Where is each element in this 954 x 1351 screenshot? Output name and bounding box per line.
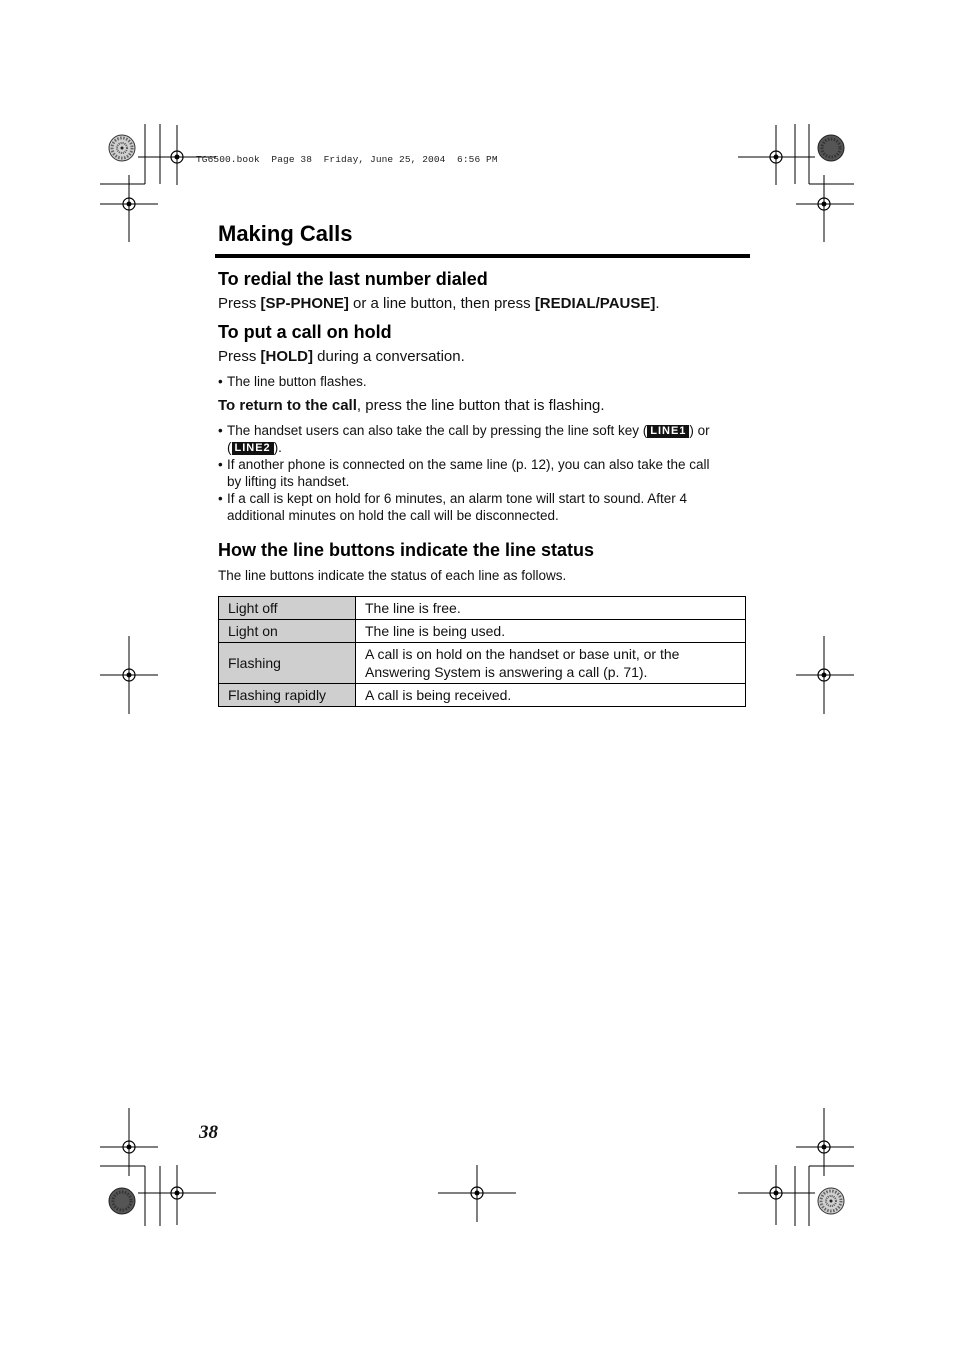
status-intro: The line buttons indicate the status of each line as follows. (218, 568, 567, 583)
text: by lifting its handset. (227, 474, 350, 489)
text: ). (273, 440, 282, 455)
hold-key: [HOLD] (260, 348, 314, 365)
hold-heading: To put a call on hold (218, 322, 392, 342)
hold-bullet-2 (218, 456, 748, 490)
status-label: Flashing rapidly (219, 684, 356, 707)
text: If another phone is connected on the same line (p. 12), you can also take the call (227, 457, 710, 472)
bullet-dot: • (218, 423, 223, 438)
line-status-table (218, 596, 746, 707)
text: The handset users can also take the call by pressing the line soft key ( (227, 423, 648, 438)
line1-soft-key: LINE1 (647, 425, 689, 438)
text: A call is on hold on the handset or base unit, or the (365, 646, 680, 662)
text: Answering System is answering a call (p. 71). (365, 664, 648, 680)
redial-pause-key: [REDIAL/PAUSE] (534, 295, 656, 312)
hold-bullet-3 (218, 490, 748, 524)
status-label: Light on (219, 620, 356, 643)
text: ) or (689, 423, 710, 438)
redial-heading: To redial the last number dialed (218, 269, 488, 289)
line2-soft-key: LINE2 (232, 442, 274, 455)
return-bold: To return to the call (218, 397, 357, 414)
status-desc (356, 643, 746, 684)
bullet-dot: • (218, 374, 223, 389)
table-row (219, 620, 746, 643)
status-desc: The line is free. (356, 597, 746, 620)
status-heading: How the line buttons indicate the line status (218, 540, 595, 560)
text: If a call is kept on hold for 6 minutes, an alarm tone will start to sound. After 4 (227, 491, 687, 506)
hold-bullet-1 (218, 422, 748, 456)
status-desc: A call is being received. (356, 684, 746, 707)
text: ( (227, 440, 232, 455)
return-instruction (218, 397, 605, 414)
bullet-dot: • (218, 491, 223, 506)
bullet-text (218, 456, 748, 490)
status-label: Flashing (219, 643, 356, 684)
text: additional minutes on hold the call will be disconnected. (227, 508, 559, 523)
table-row (219, 684, 746, 707)
hold-note-text: The line button flashes. (227, 374, 367, 389)
hold-note (218, 373, 748, 390)
sp-phone-key: [SP-PHONE] (260, 295, 349, 312)
table-row (219, 597, 746, 620)
status-label: Light off (219, 597, 356, 620)
page-number: 38 (199, 1122, 218, 1143)
bullet-text (218, 490, 748, 524)
page-title: Making Calls (218, 221, 353, 246)
text: Press (218, 295, 261, 312)
hold-instruction (218, 348, 465, 365)
text: or a line button, then press (348, 295, 535, 312)
bullet-text (218, 422, 748, 456)
status-desc: The line is being used. (356, 620, 746, 643)
text: , press the line button that is flashing. (356, 397, 605, 414)
table-row (219, 643, 746, 684)
text: . (655, 295, 660, 312)
title-rule (215, 254, 750, 258)
redial-instruction (218, 295, 660, 312)
text: Press (218, 348, 261, 365)
bullet-dot: • (218, 457, 223, 472)
text: during a conversation. (313, 348, 465, 365)
file-slug-line: TG6500.book Page 38 Friday, June 25, 2004 6:56 PM (196, 154, 498, 165)
